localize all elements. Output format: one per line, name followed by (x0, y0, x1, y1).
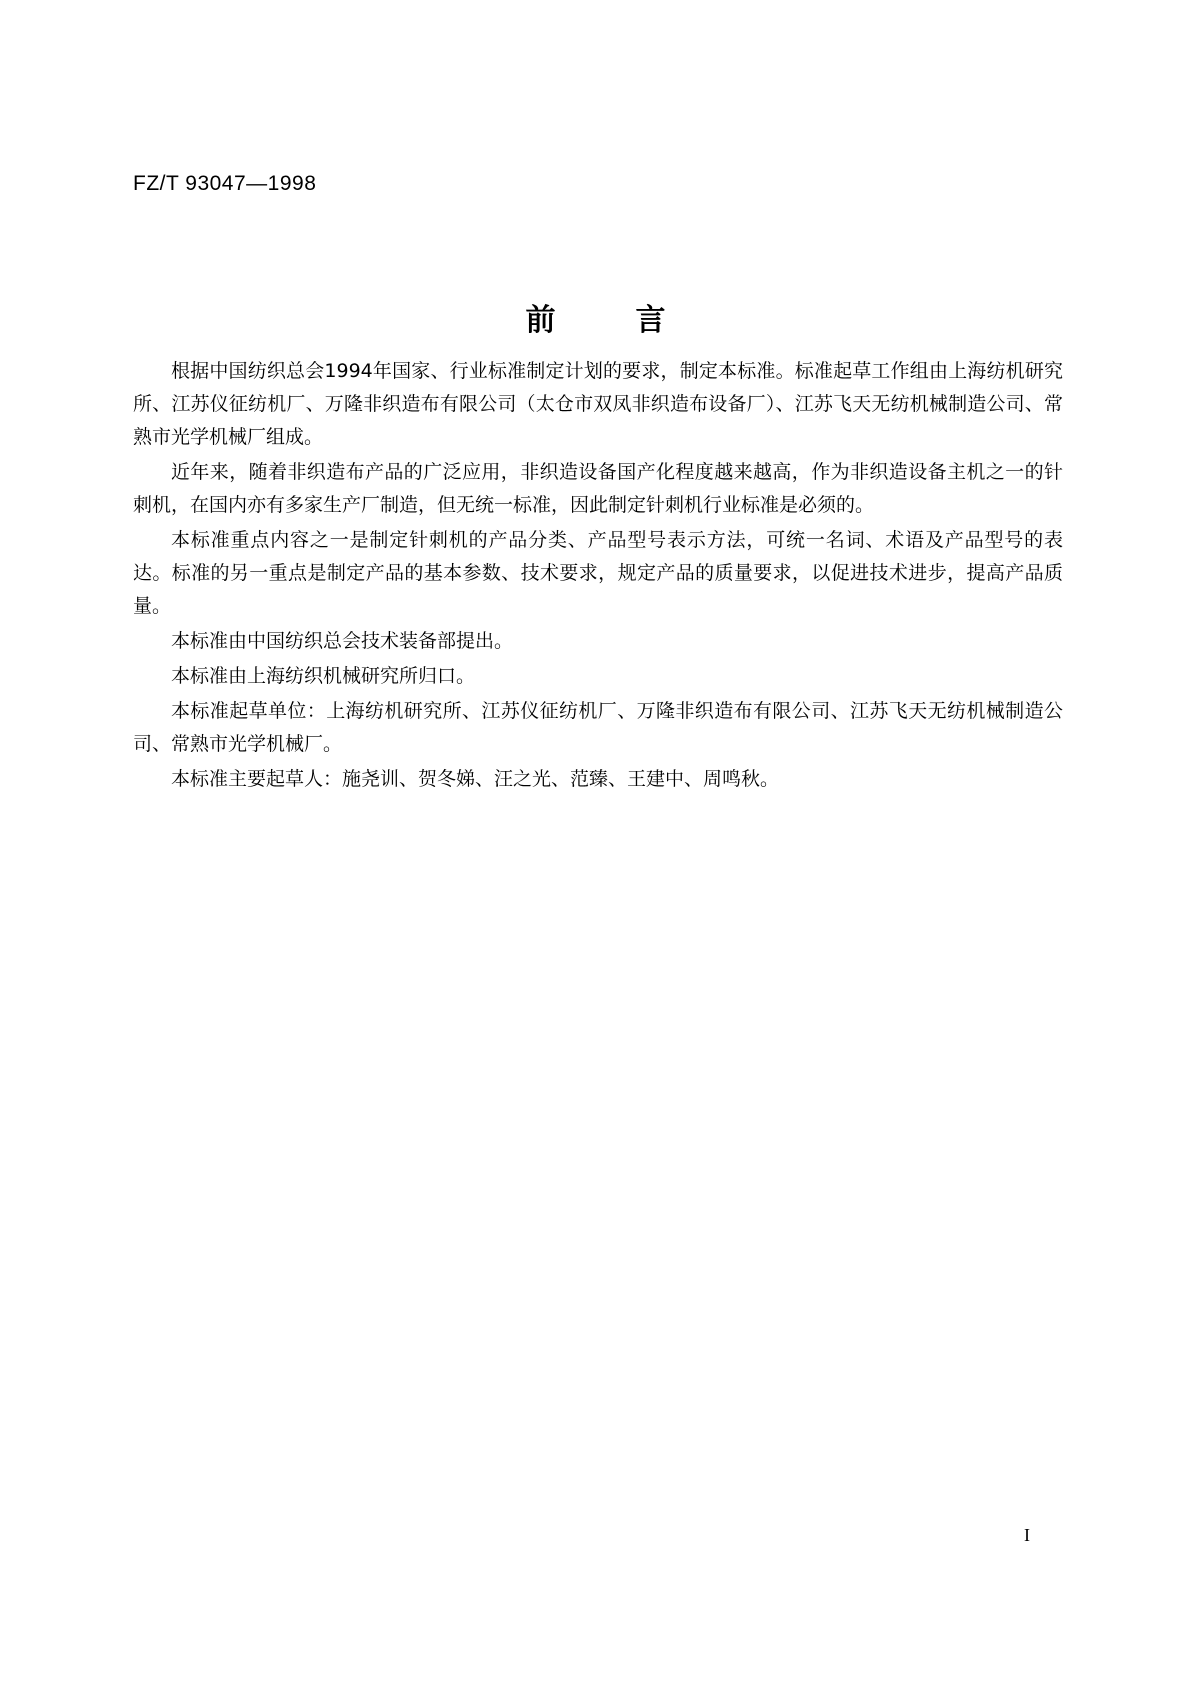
paragraph-origin: 根据中国纺织总会1994年国家、行业标准制定计划的要求，制定本标准。标准起草工作组由上海纺机研究所、江苏仪征纺机厂、万隆非织造布有限公司（太仓市双凤非织造布设备厂）、江苏飞天无纺机械制造公司、常熟市光学机械厂组成。 (133, 360, 1063, 448)
standard-code: FZ/T 93047—1998 (133, 172, 317, 195)
title-char-1: 前 (525, 303, 556, 338)
title-char-2: 言 (635, 303, 666, 338)
page-number: I (1024, 1525, 1030, 1545)
paragraph-proposer: 本标准由中国纺织总会技术装备部提出。 (171, 630, 514, 652)
paragraph-background: 近年来，随着非织造布产品的广泛应用，非织造设备国产化程度越来越高，作为非织造设备主机之一的针刺机，在国内亦有多家生产厂制造，但无统一标准，因此制定针刺机行业标准是必须的。 (133, 461, 1063, 516)
paragraph-key-content: 本标准重点内容之一是制定针刺机的产品分类、产品型号表示方法，可统一名词、术语及产品型号的表达。标准的另一重点是制定产品的基本参数、技术要求，规定产品的质量要求，以促进技术进步，提高产品质量。 (133, 529, 1063, 617)
paragraph-drafting-units: 本标准起草单位：上海纺机研究所、江苏仪征纺机厂、万隆非织造布有限公司、江苏飞天无纺机械制造公司、常熟市光学机械厂。 (133, 700, 1063, 755)
paragraph-drafters: 本标准主要起草人：施尧训、贺冬娣、汪之光、范臻、王建中、周鸣秋。 (171, 768, 780, 790)
page-title (0, 295, 1191, 339)
foreword-body (133, 355, 1063, 798)
paragraph-centralized-by: 本标准由上海纺织机械研究所归口。 (171, 665, 476, 687)
